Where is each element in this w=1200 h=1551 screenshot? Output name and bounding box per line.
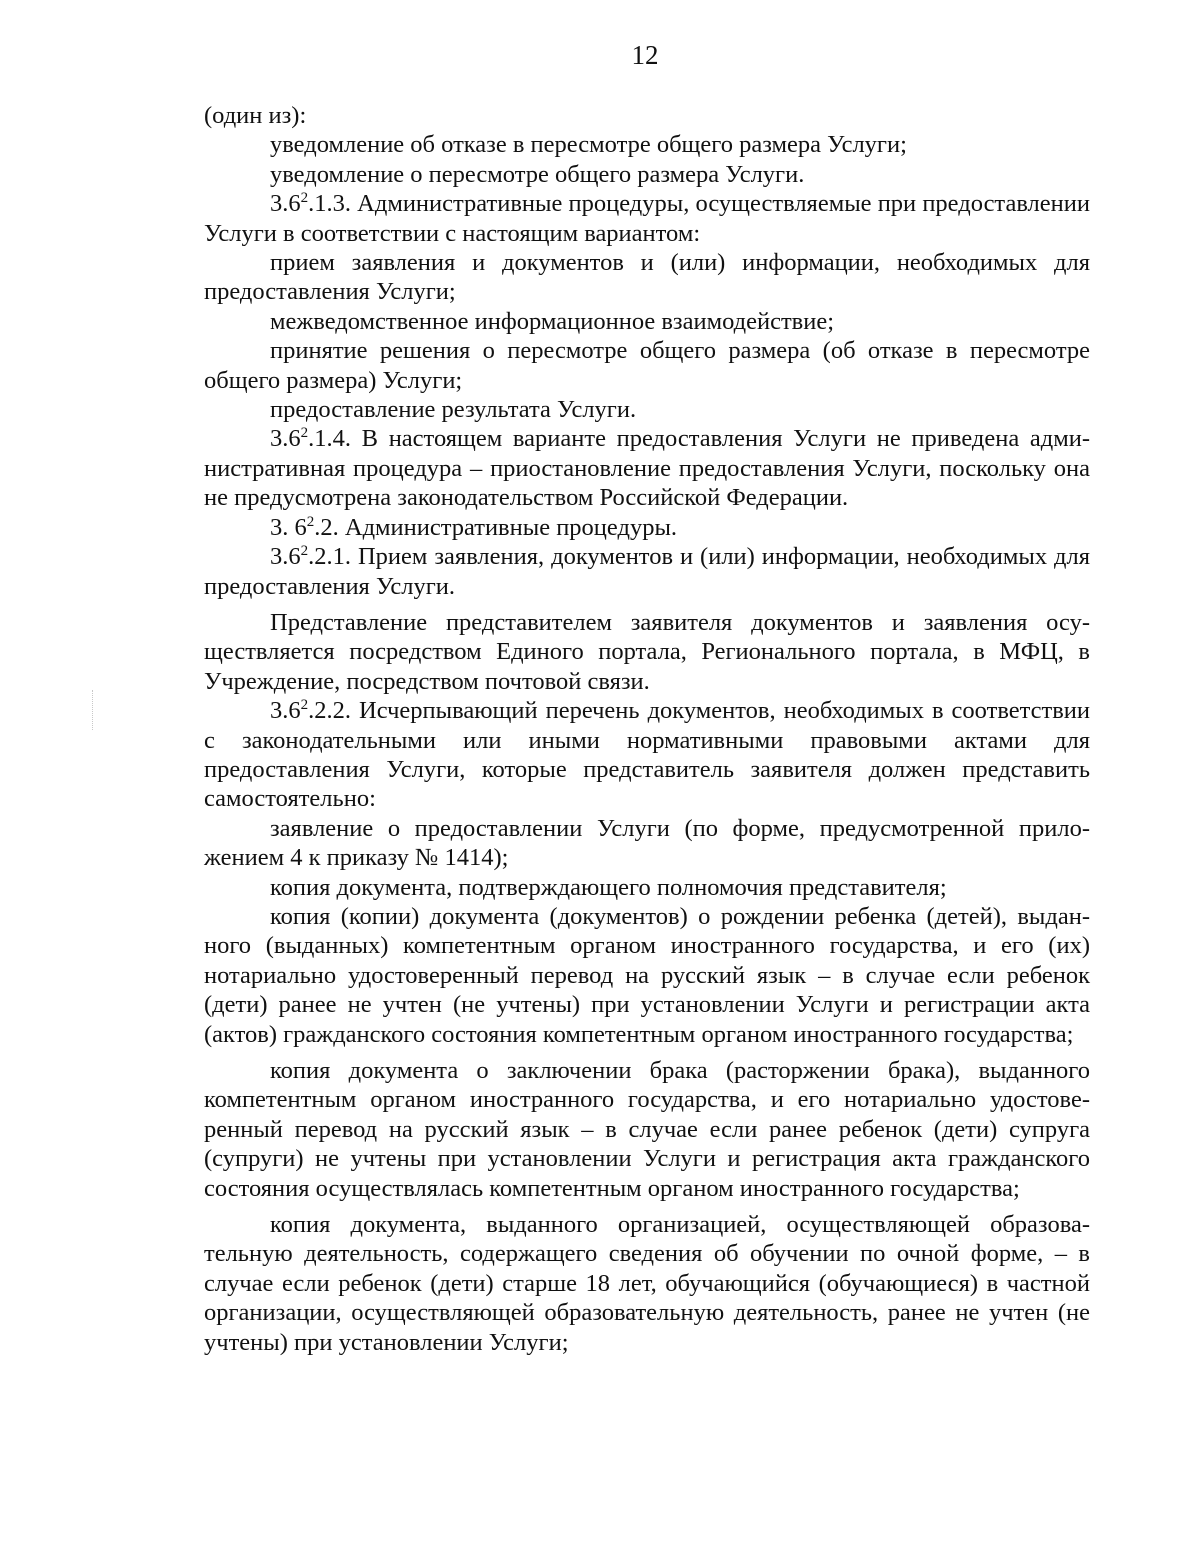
paragraph-text: предоставление результата Услуги. xyxy=(270,396,637,424)
paragraph-text: .2.2. Исчерпывающий перечень документов, необходимых в соответствии с законодательными или иными нормативными правовыми актами для предоставления Услуги, которые представитель заявителя должен представить самостоятельно: xyxy=(204,697,1090,813)
paragraph-text: заявление о предоставлении Услуги (по форме, предусмотренной приложением 4 к приказу № 1414); xyxy=(204,814,1090,872)
paragraph-p11 xyxy=(204,542,1090,601)
paragraph-text: (один из): xyxy=(204,102,307,129)
paragraph-text: межведомственное информационное взаимодействие; xyxy=(270,307,835,335)
paragraph-text: .1.3. Административные процедуры, осуществляемые при предоставлении Услуги в соответствии с настоящим вариантом: xyxy=(204,190,1090,247)
paragraph-text: Представление представителем заявителя документов и заявления осуществляется посредством Единого портала, Регионального портала, в МФЦ, в Учреждение, посредством почтовой связи. xyxy=(204,608,1090,695)
paragraph-p4 xyxy=(204,189,1090,248)
paragraph-p1 xyxy=(204,101,1090,130)
paragraph-text: уведомление об отказе в пересмотре общего размера Услуги; xyxy=(270,131,907,159)
paragraph-p2 xyxy=(204,130,1090,159)
paragraph-p15 xyxy=(204,873,1090,902)
paragraph-text: принятие решения о пересмотре общего размера (об отказе в пересмотре общего размера) Услуги; xyxy=(204,337,1090,394)
paragraph-text: копия (копии) документа (документов) о рождении ребенка (детей), выданного (выданных) компетентным органом иностранного государства, и его (их) нотариально удостоверенный перевод на русский язык – в случае если ребенок (дети) ранее не учтен (не учтены) при установлении Услуги и регистрации акта (актов) гражданского состояния компетентным органом иностранного государства; xyxy=(204,902,1090,1048)
clause-superscript: 2 xyxy=(300,190,309,207)
clause-superscript: 2 xyxy=(300,543,309,560)
paragraph-p8 xyxy=(204,395,1090,424)
paragraph-text: копия документа, подтверждающего полномочия представителя; xyxy=(270,873,947,901)
clause-number: 3.6 xyxy=(270,190,301,218)
paragraph-p17 xyxy=(204,1056,1090,1203)
paragraph-text: .2.1. Прием заявления, документов и (или) информации, необходимых для предоставления Услуги. xyxy=(204,543,1090,600)
paragraph-p9 xyxy=(204,424,1090,512)
paragraph-p12 xyxy=(204,608,1090,696)
scan-margin-mark xyxy=(92,690,94,730)
paragraph-text: копия документа о заключении брака (расторжении брака), выданного компетентным органом иностранного государства, и его нотариально удостоверенный перевод на русский язык – в случае если ранее ребенок (дети) супруга (супруги) не учтены при установлении Услуги и регистрация акта гражданского состояния осуществлялась компетентным органом иностранного государства; xyxy=(204,1057,1090,1202)
paragraph-p5 xyxy=(204,248,1090,307)
clause-superscript: 2 xyxy=(300,425,309,442)
paragraph-p3 xyxy=(204,160,1090,189)
paragraph-p7 xyxy=(204,336,1090,395)
paragraph-text: копия документа, выданного организацией, осуществляющей образовательную деятельность, содержащего сведения об обучении по очной форме, – в случае если ребенок (дети) старше 18 лет, обучающийся (обучающиеся) в частной организации, осуществляющей образовательную деятельность, ранее не учтен (не учтены) при установлении Услуги; xyxy=(204,1211,1090,1356)
paragraph-text: .2. Административные процедуры. xyxy=(314,513,678,541)
paragraph-p13 xyxy=(204,696,1090,814)
paragraph-text: прием заявления и документов и (или) информации, необходимых для предоставления Услуги; xyxy=(204,249,1090,306)
clause-superscript: 2 xyxy=(306,513,315,530)
paragraph-text: .1.4. В настоящем варианте предоставления Услуги не приведена административная процедура – приостановление предоставления Услуги, поскольку она не предусмотрена законодательством Российской Федерации. xyxy=(204,425,1090,512)
clause-number: 3.6 xyxy=(270,697,301,725)
paragraph-p16 xyxy=(204,902,1090,1049)
page-number: 12 xyxy=(631,40,659,70)
paragraph-p18 xyxy=(204,1210,1090,1357)
clause-number: 3. 6 xyxy=(270,513,307,541)
clause-number: 3.6 xyxy=(270,543,301,571)
paragraph-text: уведомление о пересмотре общего размера Услуги. xyxy=(270,160,805,188)
paragraph-p10 xyxy=(204,513,1090,542)
document-body xyxy=(204,101,1090,1357)
paragraph-p14 xyxy=(204,814,1090,873)
clause-number: 3.6 xyxy=(270,425,301,453)
clause-superscript: 2 xyxy=(300,697,309,714)
paragraph-p6 xyxy=(204,307,1090,336)
